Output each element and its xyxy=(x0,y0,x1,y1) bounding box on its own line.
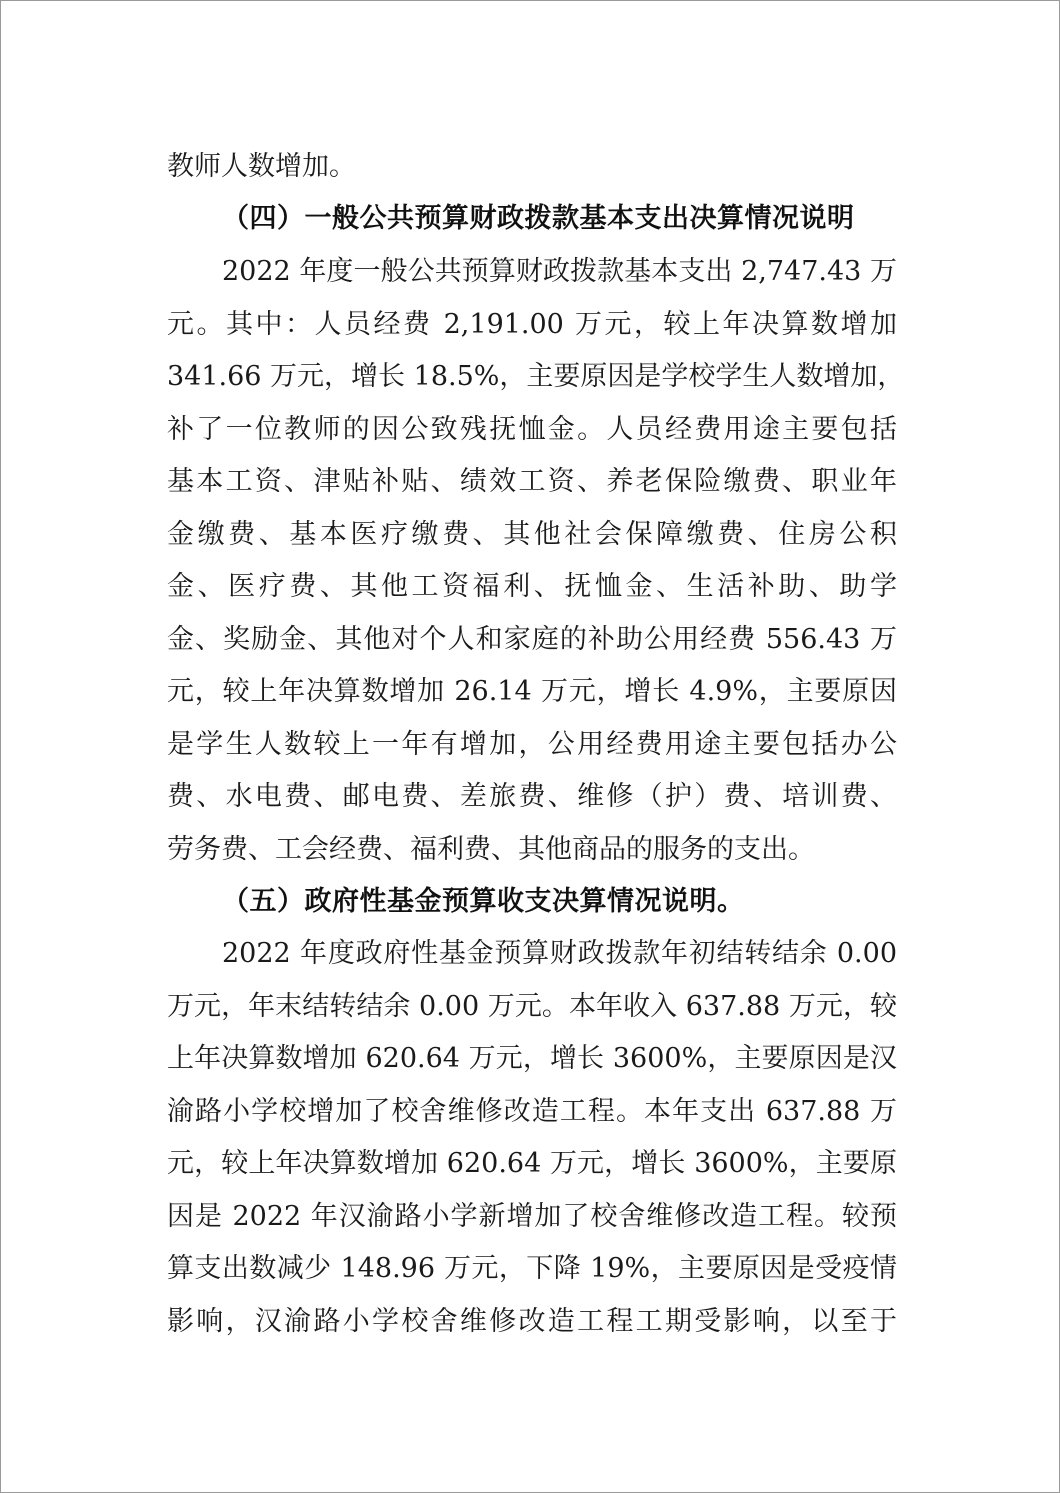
paragraph-line: 劳务费、工会经费、福利费、其他商品的服务的支出。 xyxy=(167,834,815,865)
paragraph-line: 元，较上年决算数增加 26.14 万元，增长 4.9%，主要原因 xyxy=(167,676,897,707)
paragraph-line: 上年决算数增加 620.64 万元，增长 3600%，主要原因是汉 xyxy=(167,1043,897,1074)
section-heading-5: （五）政府性基金预算收支决算情况说明。 xyxy=(222,886,745,917)
paragraph-line: 影响，汉渝路小学校舍维修改造工程工期受影响，以至于 xyxy=(167,1306,897,1337)
paragraph-line: 是学生人数较上一年有增加，公用经费用途主要包括办公 xyxy=(167,729,897,760)
paragraph-line: 元，较上年决算数增加 620.64 万元，增长 3600%，主要原 xyxy=(167,1148,897,1179)
paragraph-line: 元。其中：人员经费 2,191.00 万元，较上年决算数增加 xyxy=(167,309,897,340)
section-heading-4: （四）一般公共预算财政拨款基本支出决算情况说明 xyxy=(222,203,855,234)
paragraph-line: 金缴费、基本医疗缴费、其他社会保障缴费、住房公积 xyxy=(167,519,897,550)
paragraph-line: 算支出数减少 148.96 万元，下降 19%，主要原因是受疫情 xyxy=(167,1253,897,1284)
paragraph-line: 341.66 万元，增长 18.5%，主要原因是学校学生人数增加， xyxy=(167,361,905,392)
paragraph-line: 因是 2022 年汉渝路小学新增加了校舍维修改造工程。较预 xyxy=(167,1201,897,1232)
paragraph-line: 补了一位教师的因公致残抚恤金。人员经费用途主要包括 xyxy=(167,414,897,445)
paragraph-line: 基本工资、津贴补贴、绩效工资、养老保险缴费、职业年 xyxy=(167,466,897,497)
paragraph-line: 金、医疗费、其他工资福利、抚恤金、生活补助、助学 xyxy=(167,571,897,602)
paragraph-line: 2022 年度一般公共预算财政拨款基本支出 2,747.43 万 xyxy=(222,256,897,287)
paragraph-line: 2022 年度政府性基金预算财政拨款年初结转结余 0.00 xyxy=(222,938,897,969)
paragraph-line: 万元，年末结转结余 0.00 万元。本年收入 637.88 万元，较 xyxy=(167,991,897,1022)
paragraph-line: 费、水电费、邮电费、差旅费、维修（护）费、培训费、 xyxy=(167,781,897,812)
paragraph-line: 教师人数增加。 xyxy=(167,151,356,182)
paragraph-line: 渝路小学校增加了校舍维修改造工程。本年支出 637.88 万 xyxy=(167,1096,897,1127)
paragraph-line: 金、奖励金、其他对个人和家庭的补助公用经费 556.43 万 xyxy=(167,624,897,655)
